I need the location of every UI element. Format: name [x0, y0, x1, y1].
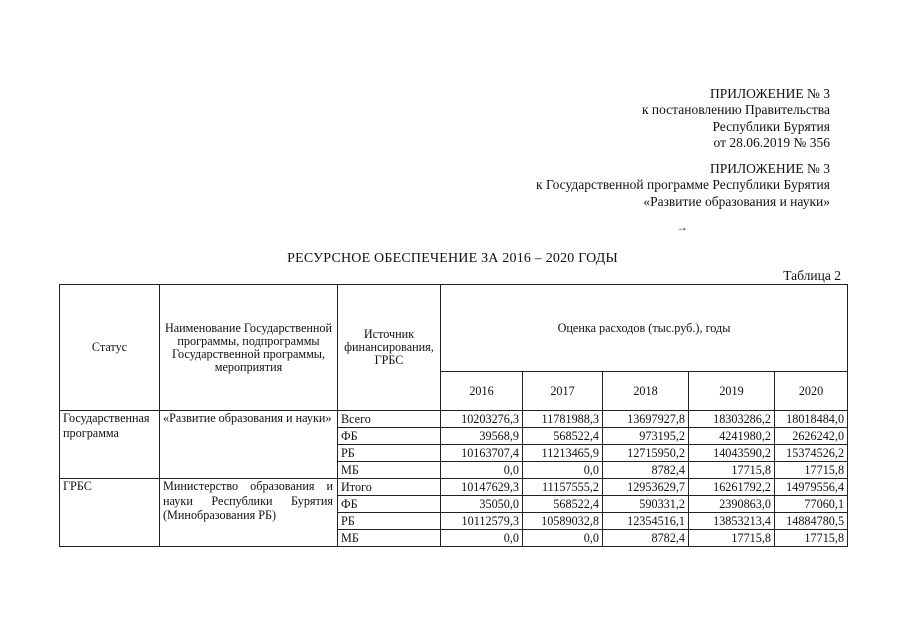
source-cell: МБ: [338, 530, 441, 547]
value-cell: 16261792,2: [689, 479, 775, 496]
value-cell: 973195,2: [603, 428, 689, 445]
value-cell: 0,0: [441, 530, 523, 547]
source-cell: МБ: [338, 462, 441, 479]
value-cell: 568522,4: [523, 496, 603, 513]
value-cell: 11781988,3: [523, 411, 603, 428]
value-cell: 12953629,7: [603, 479, 689, 496]
header-status: Статус: [60, 285, 160, 411]
value-cell: 12354516,1: [603, 513, 689, 530]
value-cell: 14884780,5: [775, 513, 848, 530]
value-cell: 0,0: [523, 462, 603, 479]
appendix-line: Республики Бурятия: [712, 118, 830, 134]
value-cell: 0,0: [441, 462, 523, 479]
status-cell: ГРБС: [60, 479, 160, 547]
source-cell: ФБ: [338, 496, 441, 513]
arrow-mark-icon: →: [676, 220, 688, 234]
value-cell: 8782,4: [603, 530, 689, 547]
value-cell: 10112579,3: [441, 513, 523, 530]
source-cell: РБ: [338, 445, 441, 462]
value-cell: 17715,8: [775, 462, 848, 479]
appendix-program-block: [536, 161, 830, 210]
value-cell: 15374526,2: [775, 445, 848, 462]
source-cell: ФБ: [338, 428, 441, 445]
value-cell: 18018484,0: [775, 411, 848, 428]
value-cell: 11213465,9: [523, 445, 603, 462]
value-cell: 2626242,0: [775, 428, 848, 445]
value-cell: 11157555,2: [523, 479, 603, 496]
header-year: 2016: [441, 372, 523, 411]
value-cell: 12715950,2: [603, 445, 689, 462]
value-cell: 14979556,4: [775, 479, 848, 496]
value-cell: 590331,2: [603, 496, 689, 513]
value-cell: 17715,8: [689, 462, 775, 479]
value-cell: 10163707,4: [441, 445, 523, 462]
value-cell: 39568,9: [441, 428, 523, 445]
source-cell: РБ: [338, 513, 441, 530]
value-cell: 35050,0: [441, 496, 523, 513]
value-cell: 14043590,2: [689, 445, 775, 462]
value-cell: 77060,1: [775, 496, 848, 513]
table-row: [60, 411, 848, 428]
header-name: Наименование Государственной программы, подпрограммы Государственной программы, мероприятия: [160, 285, 338, 411]
value-cell: 10203276,3: [441, 411, 523, 428]
appendix-line: к Государственной программе Республики Бурятия: [536, 177, 830, 193]
value-cell: 0,0: [523, 530, 603, 547]
header-estimate: Оценка расходов (тыс.руб.), годы: [441, 285, 848, 372]
source-cell: Итого: [338, 479, 441, 496]
header-source: Источник финансирования, ГРБС: [338, 285, 441, 411]
table-row: [60, 479, 848, 496]
header-year: 2017: [523, 372, 603, 411]
value-cell: 17715,8: [689, 530, 775, 547]
table-label: Таблица 2: [783, 268, 841, 283]
value-cell: 2390863,0: [689, 496, 775, 513]
value-cell: 18303286,2: [689, 411, 775, 428]
value-cell: 17715,8: [775, 530, 848, 547]
status-cell: Государственная программа: [60, 411, 160, 479]
value-cell: 4241980,2: [689, 428, 775, 445]
resource-table: [59, 284, 848, 547]
appendix-heading: ПРИЛОЖЕНИЕ № 3: [709, 161, 830, 176]
document-title: РЕСУРСНОЕ ОБЕСПЕЧЕНИЕ ЗА 2016 – 2020 ГОДЫ: [287, 251, 618, 266]
appendix-program-name: «Развитие образования и науки»: [643, 193, 830, 209]
appendix-line: к постановлению Правительства: [641, 102, 830, 118]
value-cell: 13853213,4: [689, 513, 775, 530]
value-cell: 10589032,8: [523, 513, 603, 530]
appendix-heading: ПРИЛОЖЕНИЕ № 3: [709, 86, 830, 101]
value-cell: 13697927,8: [603, 411, 689, 428]
source-cell: Всего: [338, 411, 441, 428]
header-year: 2020: [775, 372, 848, 411]
value-cell: 8782,4: [603, 462, 689, 479]
value-cell: 568522,4: [523, 428, 603, 445]
appendix-date-number: от 28.06.2019 № 356: [713, 134, 830, 150]
value-cell: 10147629,3: [441, 479, 523, 496]
ministry-name-cell: Министерство образования и науки Республики Бурятия (Минобразования РБ): [160, 479, 338, 547]
header-year: 2019: [689, 372, 775, 411]
program-name-cell: «Развитие образования и науки»: [160, 411, 338, 479]
header-year: 2018: [603, 372, 689, 411]
appendix-resolution-block: [642, 86, 830, 151]
